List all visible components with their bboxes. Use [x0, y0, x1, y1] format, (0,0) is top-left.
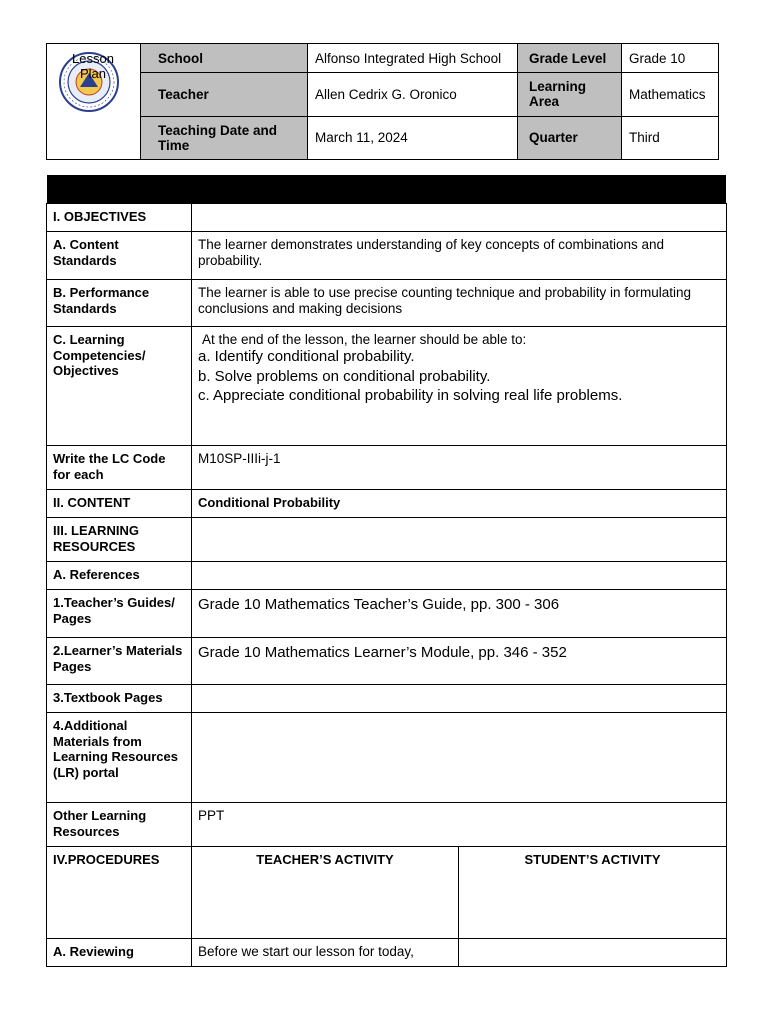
table-row	[47, 685, 727, 713]
performance-standards-label: B. Performance Standards	[47, 280, 192, 327]
procedures-label: IV.PROCEDURES	[47, 847, 192, 939]
table-row	[47, 847, 727, 939]
textbook-pages-value	[192, 685, 727, 713]
table-row	[47, 803, 727, 847]
learning-resources-value	[192, 518, 727, 562]
table-row	[47, 446, 727, 490]
table-row	[47, 490, 727, 518]
learning-resources-label: III. LEARNING RESOURCES	[47, 518, 192, 562]
table-row	[47, 939, 727, 967]
teachers-guide-value: Grade 10 Mathematics Teacher’s Guide, pp. 300 - 306	[192, 590, 727, 638]
table-row	[47, 204, 727, 232]
table-row	[47, 518, 727, 562]
reviewing-teacher-value: Before we start our lesson for today,	[192, 939, 459, 967]
competency-item: c. Appreciate conditional probability in solving real life problems.	[198, 387, 623, 404]
learners-materials-label: 2.Learner’s Materials Pages	[47, 638, 192, 685]
textbook-pages-label: 3.Textbook Pages	[47, 685, 192, 713]
competencies-value	[192, 327, 727, 446]
performance-standards-value: The learner is able to use precise counting technique and probability in formulating conclusions and making decisions	[192, 280, 727, 327]
table-row	[47, 562, 727, 590]
teaching-date-value: March 11, 2024	[308, 116, 518, 159]
table-row	[47, 713, 727, 803]
objectives-label: I. OBJECTIVES	[47, 204, 192, 232]
competencies-label: C. Learning Competencies/ Objectives	[47, 327, 192, 446]
school-value: Alfonso Integrated High School	[308, 44, 518, 73]
content-value: Conditional Probability	[192, 490, 727, 518]
additional-materials-label: 4.Additional Materials from Learning Resources (LR) portal	[47, 713, 192, 803]
table-row	[47, 327, 727, 446]
grade-level-value: Grade 10	[622, 44, 719, 73]
teachers-guide-label: 1.Teacher’s Guides/ Pages	[47, 590, 192, 638]
lesson-header-table	[46, 43, 719, 160]
teacher-value: Allen Cedrix G. Oronico	[308, 73, 518, 116]
table-row	[47, 232, 727, 280]
learning-area-label: Learning Area	[518, 73, 622, 116]
reviewing-student-value	[459, 939, 727, 967]
references-value	[192, 562, 727, 590]
content-label: II. CONTENT	[47, 490, 192, 518]
learners-materials-value: Grade 10 Mathematics Learner’s Module, pp. 346 - 352	[192, 638, 727, 685]
additional-materials-value	[192, 713, 727, 803]
competency-item: a. Identify conditional probability.	[198, 348, 415, 365]
teaching-date-label: Teaching Date and Time	[141, 116, 308, 159]
table-row	[47, 590, 727, 638]
objectives-value	[192, 204, 727, 232]
lesson-plan-table	[46, 203, 727, 967]
lc-code-label: Write the LC Code for each	[47, 446, 192, 490]
quarter-label: Quarter	[518, 116, 622, 159]
quarter-value: Third	[622, 116, 719, 159]
competency-item: b. Solve problems on conditional probability.	[198, 367, 491, 385]
references-label: A. References	[47, 562, 192, 590]
table-row	[47, 280, 727, 327]
learning-area-value: Mathematics	[622, 73, 719, 116]
section-black-bar	[47, 175, 726, 203]
table-row	[47, 638, 727, 685]
grade-level-label: Grade Level	[518, 44, 622, 73]
school-label: School	[141, 44, 308, 73]
students-activity-header: STUDENT’S ACTIVITY	[459, 847, 727, 939]
competencies-intro: At the end of the lesson, the learner should be able to:	[202, 332, 527, 347]
other-resources-label: Other Learning Resources	[47, 803, 192, 847]
content-standards-label: A. Content Standards	[47, 232, 192, 280]
lc-code-value: M10SP-IIIi-j-1	[192, 446, 727, 490]
teacher-label: Teacher	[141, 73, 308, 116]
logo-cell	[47, 44, 141, 160]
logo-title: Lesson Plan	[72, 51, 114, 81]
reviewing-label: A. Reviewing	[47, 939, 192, 967]
teachers-activity-header: TEACHER’S ACTIVITY	[192, 847, 459, 939]
other-resources-value: PPT	[192, 803, 727, 847]
content-standards-value: The learner demonstrates understanding of key concepts of combinations and probability.	[192, 232, 727, 280]
